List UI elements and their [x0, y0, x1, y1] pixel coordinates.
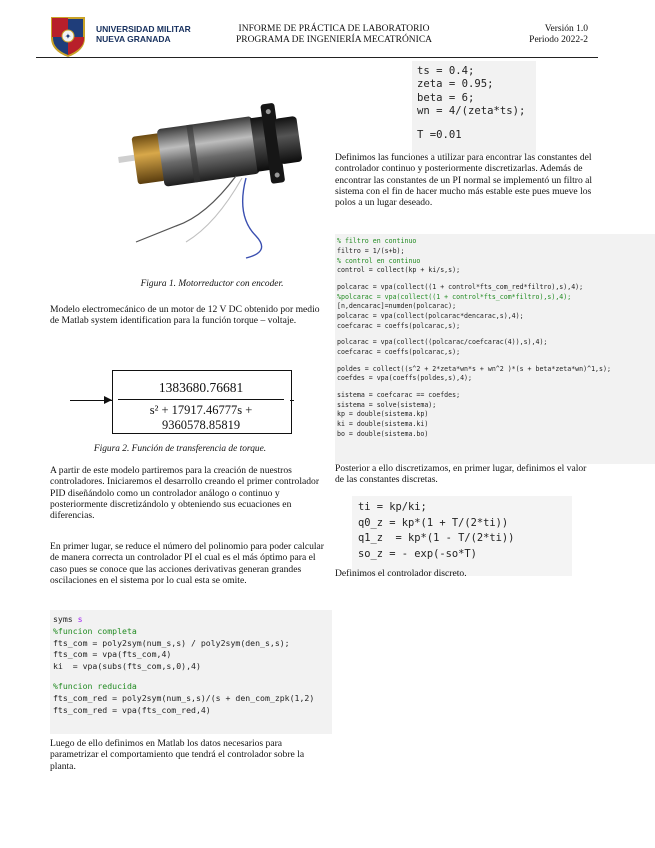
code-text: q1_z = kp*(1 - T/(2*ti)) — [358, 532, 515, 544]
code-line — [337, 293, 653, 303]
code-text: control = collect(kp + ki/s,s); — [337, 266, 461, 275]
code-text: [n,dencarac]=numden(polcarac); — [337, 302, 457, 311]
code-text: bo = double(sistema.bo) — [337, 429, 429, 438]
code-text: coefdes = vpa(coeffs(poldes,s),4); — [337, 374, 472, 383]
code-line — [337, 410, 653, 420]
code-text: fts_com_red = poly2sym(num_s,s)/(s + den_com_zpk(1,2) — [53, 692, 315, 703]
input-arrow-head — [104, 396, 112, 404]
code-text: % control en continuo — [337, 256, 421, 265]
code-text: %funcion completa — [53, 625, 137, 636]
code-line — [53, 661, 329, 673]
code-line — [358, 531, 566, 547]
code-line — [337, 348, 653, 358]
header-divider — [36, 57, 598, 58]
code-line — [337, 302, 653, 312]
code-text: T =0.01 — [417, 128, 462, 141]
code-line — [337, 247, 653, 257]
matlab-code-block-transfer — [50, 610, 332, 734]
output-arrow-line — [290, 400, 294, 401]
university-name-line2: NUEVA GRANADA — [96, 34, 171, 44]
code-text: polcarac = vpa(collect(polcarac*dencarac,s),4); — [337, 312, 524, 321]
code-text: ki = vpa(subs(fts_com,s,0),4) — [53, 661, 201, 672]
code-line — [337, 266, 653, 276]
paragraph-functions-definition: Definimos las funciones a utilizar para encontrar las constantes del controlador continuo y posteriormente discretizarlas. Además de encontrar las constantes de un PI normal se implementó un filtro al sistema con el fin de hacer mucho más estable este pues mueve los polos a un lugar deseado. — [335, 152, 593, 209]
code-line — [337, 365, 653, 375]
code-text: ti = kp/ki; — [358, 501, 427, 513]
tf-numerator: 1383680.76681 — [158, 380, 244, 395]
report-title — [214, 24, 454, 46]
code-text: polcarac = vpa(collect((polcarac/coefcarac(4)),s),4); — [337, 338, 548, 347]
matlab-code-block-parameters — [412, 61, 536, 155]
code-text: fts_com_red = vpa(fts_com_red,4) — [53, 704, 211, 715]
university-name — [96, 24, 191, 44]
paragraph-discretization: Posterior a ello discretizamos, en primer lugar, definimos el valor de las constantes discretas. — [335, 463, 587, 486]
code-line — [337, 420, 653, 430]
university-shield-logo — [46, 14, 90, 58]
code-text: filtro = 1/(s+b); — [337, 246, 405, 255]
code-text: %polcarac = vpa(collect((1 + control*fts_com*filtro),s),4); — [337, 292, 572, 301]
code-line — [53, 705, 329, 717]
code-line — [417, 105, 531, 118]
svg-text:✦: ✦ — [64, 32, 72, 41]
code-line — [417, 129, 531, 142]
code-text: s — [77, 614, 83, 624]
code-line — [337, 401, 653, 411]
code-line — [417, 118, 531, 129]
code-line — [337, 322, 653, 332]
report-title-line1: INFORME DE PRÁCTICA DE LABORATORIO — [238, 24, 430, 34]
code-text: so_z = - exp(-so*T) — [358, 547, 477, 560]
code-text: poldes = collect((s^2 + 2*zeta*wn*s + wn^2 )*(s + beta*zeta*wn)^1,s); — [337, 364, 611, 373]
code-line — [417, 92, 531, 105]
university-name-line1: UNIVERSIDAD MILITAR — [96, 24, 191, 34]
code-text: kp = double(sistema.kp) — [337, 410, 429, 419]
code-line — [53, 681, 329, 693]
version-label: Versión 1.0 — [544, 24, 588, 34]
code-text: sistema = solve(sistema); — [337, 400, 437, 409]
code-text: coefcarac = coeffs(polcarac,s); — [337, 348, 461, 357]
code-line — [337, 283, 653, 293]
tf-denominator: s² + 17917.46777s + 9360578.85819 — [149, 403, 253, 432]
paragraph-model-description: Modelo electromecánico de un motor de 12 V DC obtenido por medio de Matlab system identification para la función torque – voltaje. — [50, 304, 320, 327]
code-line — [53, 614, 329, 626]
code-line — [337, 374, 653, 384]
code-line — [53, 693, 329, 705]
report-title-line2: PROGRAMA DE INGENIERÍA MECATRÓNICA — [235, 35, 433, 45]
code-line — [53, 626, 329, 638]
code-line — [337, 332, 653, 339]
code-line — [417, 78, 531, 91]
code-text: ts = 0.4; — [417, 65, 475, 77]
code-line — [337, 391, 653, 401]
figure-1-caption: Figura 1. Motorreductor con encoder. — [140, 279, 284, 289]
matlab-code-block-discrete-constants — [352, 496, 572, 576]
code-line — [337, 237, 653, 247]
code-text: wn = 4/(zeta*ts); — [417, 104, 526, 117]
code-text: %funcion reducida — [53, 681, 137, 692]
figure-2-caption: Figura 2. Función de transferencia de torque. — [93, 444, 267, 454]
tf-fraction-bar — [118, 399, 284, 400]
code-text: fts_com = vpa(fts_com,4) — [53, 649, 172, 660]
code-text: polcarac = vpa(collect((1 + control*fts_com_red*filtro),s),4); — [337, 282, 584, 291]
code-line — [358, 516, 566, 532]
code-line — [53, 638, 329, 650]
code-text: fts_com = poly2sym(num_s,s) / poly2sym(den_s,s); — [53, 637, 290, 648]
code-line — [337, 338, 653, 348]
code-line — [337, 276, 653, 283]
code-text: % filtro en continuo — [337, 237, 417, 245]
matlab-code-block-controller — [335, 234, 655, 464]
code-line — [337, 257, 653, 267]
code-text: coefcarac = coeffs(polcarac,s); — [337, 321, 461, 330]
code-line — [53, 673, 329, 681]
paragraph-discrete-controller: Definimos el controlador discreto. — [335, 568, 467, 579]
code-line — [337, 312, 653, 322]
code-text: syms — [53, 614, 78, 624]
paragraph-pi-reduction: En primer lugar, se reduce el número del polinomio para poder calcular de manera correcta un controlador PI el cual es el más óptimo para el caso pues se conoce que las acciones derivativas generan grandes oscilaciones en el sistema por lo cual esta se omite. — [50, 541, 324, 586]
code-text: zeta = 0.95; — [417, 78, 494, 91]
code-text: beta = 6; — [417, 91, 475, 104]
code-text: sistema = coefcarac == coefdes; — [337, 390, 461, 399]
paragraph-controller-intro: A partir de este modelo partiremos para la creación de nuestros controladores. Iniciaremos el desarrollo creando el primer controlador PID diseñándolo como un controlador análogo o continuo y posteriormente discretizándolo y obteniendo sus ecuaciones en diferencias. — [50, 465, 320, 522]
code-line — [337, 384, 653, 391]
code-text: q0_z = kp*(1 + T/(2*ti)) — [358, 516, 509, 529]
code-line — [337, 430, 653, 440]
code-line — [53, 649, 329, 661]
version-info — [500, 24, 588, 46]
code-line — [358, 500, 566, 516]
code-line — [358, 547, 566, 563]
period-label: Periodo 2022-2 — [529, 35, 588, 45]
code-line — [417, 65, 531, 78]
code-line — [337, 358, 653, 365]
paragraph-matlab-parameters: Luego de ello definimos en Matlab los datos necesarios para parametrizar el comportamiento que tendrá el controlador sobre la planta. — [50, 738, 305, 772]
motor-encoder-photo — [96, 66, 328, 262]
code-text: ki = double(sistema.ki) — [337, 420, 429, 429]
